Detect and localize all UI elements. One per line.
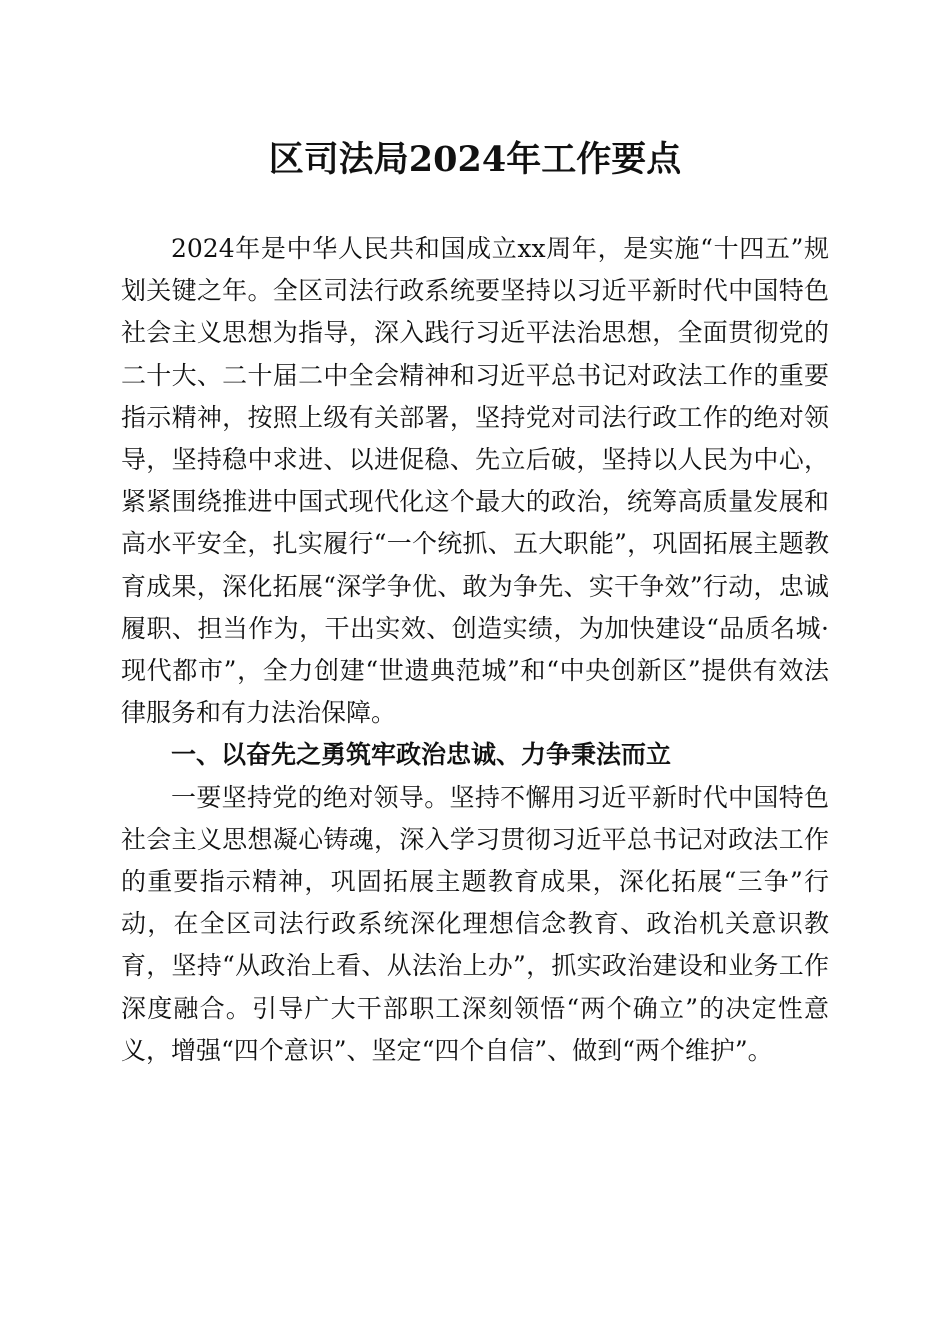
document-title: 区司法局2024年工作要点 — [268, 139, 682, 180]
section-heading-1: 一、以奋先之勇筑牢政治忠诚、力争秉法而立 — [171, 740, 672, 770]
section-1-paragraph-1: 一要坚持党的绝对领导。坚持不懈用习近平新时代中国特色社会主义思想凝心铸魂，深入学习贯彻习近平总书记对政法工作的重要指示精神，巩固拓展主题教育成果，深化拓展“三争”行动，在全区司法行政系统深化理想信念教育、政治机关意识教育，坚持“从政治上看、从法治上办”，抓实政治建设和业务工作深度融合。引导广大干部职工深刻领悟“两个确立”的决定性意义，增强“四个意识”、坚定“四个自信”、做到“两个维护”。 — [121, 782, 829, 1065]
intro-paragraph: 2024年是中华人民共和国成立xx周年，是实施“十四五”规划关键之年。全区司法行政系统要坚持以习近平新时代中国特色社会主义思想为指导，深入践行习近平法治思想，全面贯彻党的二十大、二十届二中全会精神和习近平总书记对政法工作的重要指示精神，按照上级有关部署，坚持党对司法行政工作的绝对领导，坚持稳中求进、以进促稳、先立后破，坚持以人民为中心，紧紧围绕推进中国式现代化这个最大的政治，统筹高质量发展和高水平安全，扎实履行“一个统抓、五大职能”，巩固拓展主题教育成果，深化拓展“深学争优、敢为争先、实干争效”行动，忠诚履职、担当作为，干出实效、创造实绩，为加快建设“品质名城·现代都市”，全力创建“世遗典范城”和“中央创新区”提供有效法律服务和有力法治保障。 — [121, 234, 829, 728]
document-body — [121, 228, 829, 1072]
